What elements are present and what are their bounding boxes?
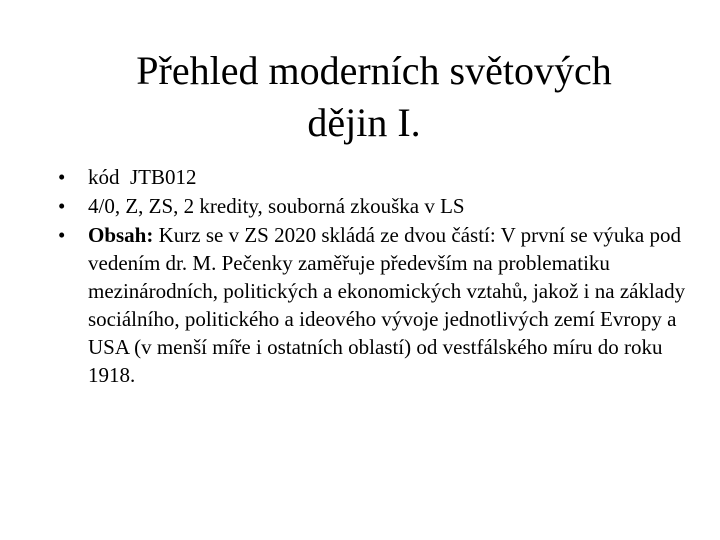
bullet-text: Kurz se v ZS 2020 skládá ze dvou částí: V první se výuka pod vedením dr. M. Pečenky zaměřuje především na problematiku mezinárodních, politických a ekonomických vztahů, jakož i na základy sociálního, politického a ideového vývoje jednotlivých zemí Evropy a USA (v menší míře i ostatních oblastí) od vestfálského míru do roku 1918. bbox=[88, 223, 686, 387]
bullet-item-code bbox=[58, 163, 688, 191]
bullet-marker: • bbox=[58, 194, 66, 218]
bullet-label: Obsah: bbox=[88, 223, 154, 247]
bullet-text: kód JTB012 bbox=[88, 165, 197, 189]
bullet-item-credits bbox=[58, 192, 688, 220]
bullet-text: 4/0, Z, ZS, 2 kredity, souborná zkouška v LS bbox=[88, 194, 465, 218]
bullet-list bbox=[58, 163, 688, 390]
slide-title-line-2: dějin I. bbox=[307, 100, 421, 145]
bullet-marker: • bbox=[58, 165, 66, 189]
bullet-marker: • bbox=[58, 223, 66, 247]
slide-title-line-1: Přehled moderních světových bbox=[136, 48, 612, 93]
slide-title bbox=[0, 45, 720, 149]
bullet-item-content bbox=[58, 221, 688, 389]
